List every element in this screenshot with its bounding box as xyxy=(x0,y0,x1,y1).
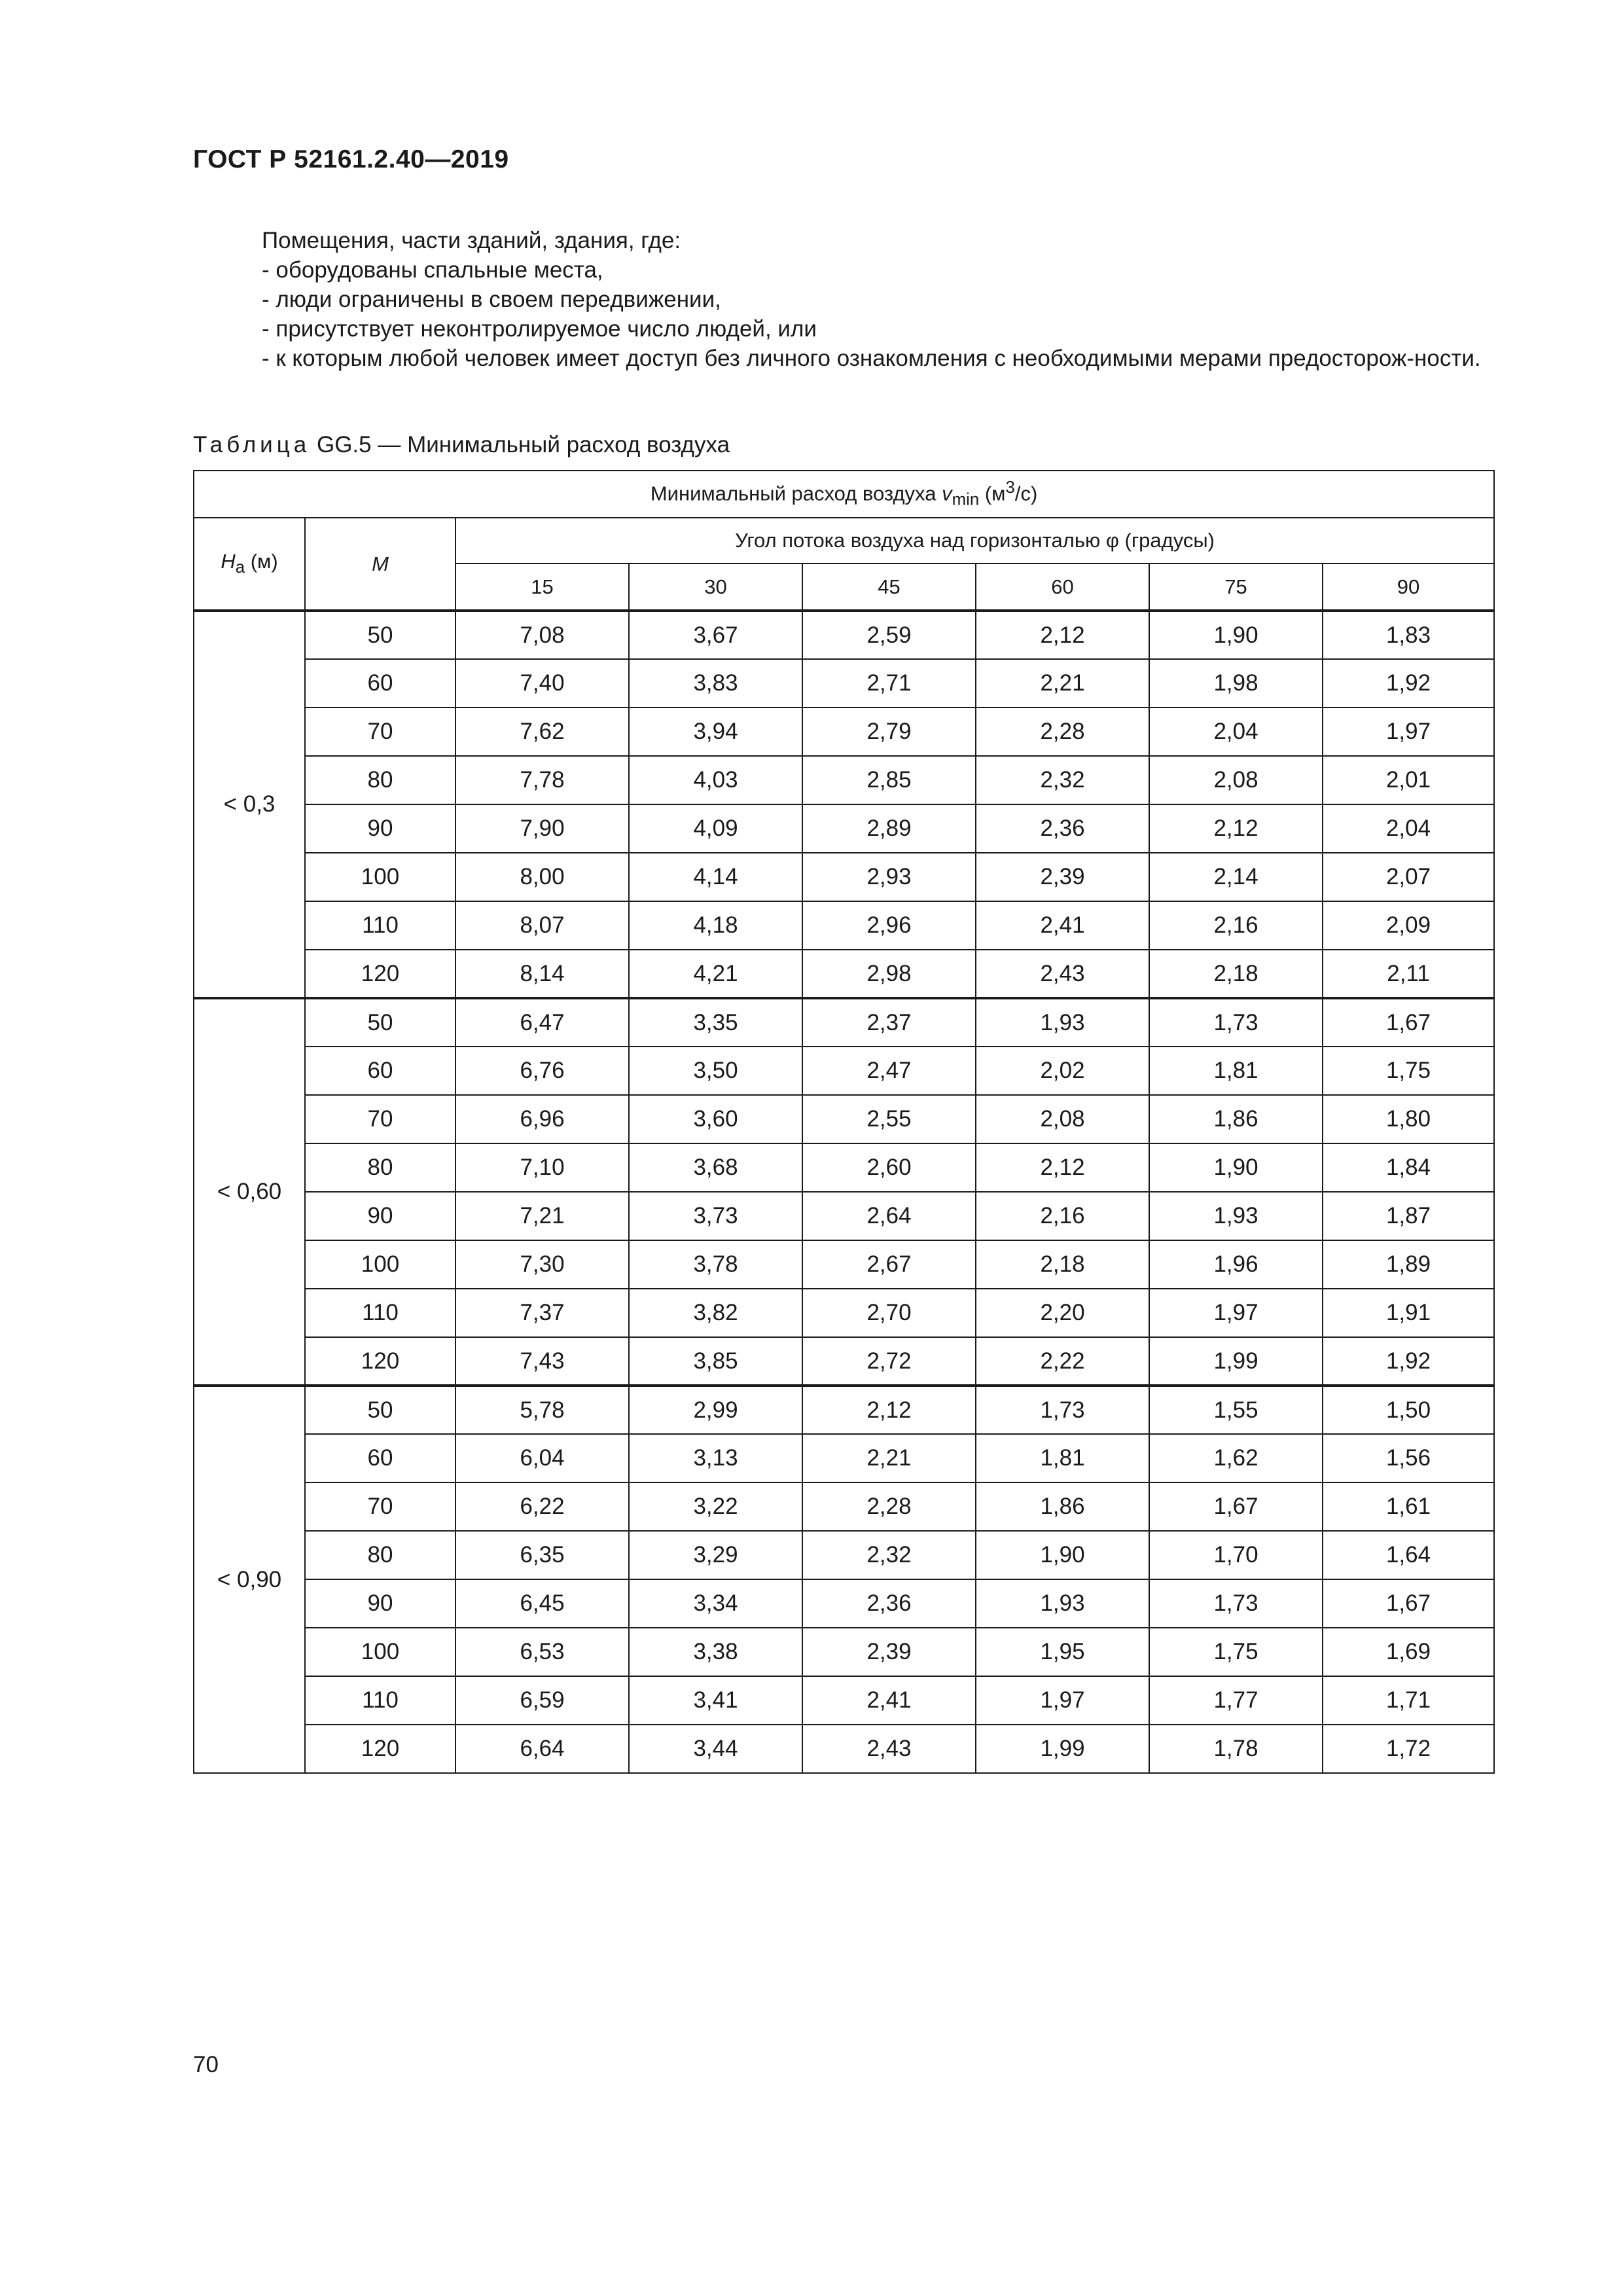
value-cell: 1,73 xyxy=(976,1386,1149,1434)
value-cell: 7,08 xyxy=(455,611,629,659)
table-row xyxy=(194,708,1494,756)
value-cell: 1,93 xyxy=(976,998,1149,1047)
value-cell: 1,99 xyxy=(1149,1337,1323,1386)
value-cell: 2,08 xyxy=(1149,756,1323,804)
value-cell: 1,95 xyxy=(976,1628,1149,1676)
value-cell: 2,12 xyxy=(976,1143,1149,1192)
table-caption xyxy=(193,432,730,458)
m-cell: 120 xyxy=(305,1337,455,1386)
value-cell: 7,37 xyxy=(455,1289,629,1337)
value-cell: 1,92 xyxy=(1323,659,1494,708)
value-cell: 1,93 xyxy=(1149,1192,1323,1240)
value-cell: 4,03 xyxy=(629,756,802,804)
value-cell: 6,64 xyxy=(455,1725,629,1773)
value-cell: 7,40 xyxy=(455,659,629,708)
value-cell: 1,56 xyxy=(1323,1434,1494,1482)
intro-text xyxy=(193,226,1495,373)
value-cell: 1,87 xyxy=(1323,1192,1494,1240)
ha-unit: (м) xyxy=(250,550,278,573)
value-cell: 8,07 xyxy=(455,901,629,950)
value-cell: 1,70 xyxy=(1149,1531,1323,1579)
value-cell: 7,30 xyxy=(455,1240,629,1289)
value-cell: 2,41 xyxy=(802,1676,976,1725)
intro-item: - присутствует неконтролируемое число людей, или xyxy=(262,316,817,342)
value-cell: 3,73 xyxy=(629,1192,802,1240)
value-cell: 1,93 xyxy=(976,1579,1149,1628)
m-cell: 90 xyxy=(305,1579,455,1628)
value-cell: 2,14 xyxy=(1149,853,1323,901)
angle-header: Угол потока воздуха над горизонталью φ (градусы) xyxy=(455,518,1494,564)
value-cell: 2,07 xyxy=(1323,853,1494,901)
table-row xyxy=(194,756,1494,804)
m-cell: 70 xyxy=(305,708,455,756)
value-cell: 3,13 xyxy=(629,1434,802,1482)
angle-30: 30 xyxy=(629,564,802,611)
value-cell: 1,90 xyxy=(1149,1143,1323,1192)
value-cell: 2,59 xyxy=(802,611,976,659)
value-cell: 1,78 xyxy=(1149,1725,1323,1773)
value-cell: 2,21 xyxy=(802,1434,976,1482)
table-row xyxy=(194,1143,1494,1192)
value-cell: 1,67 xyxy=(1149,1482,1323,1531)
value-cell: 1,80 xyxy=(1323,1095,1494,1143)
table-row xyxy=(194,1676,1494,1725)
table-row xyxy=(194,1482,1494,1531)
value-cell: 1,67 xyxy=(1323,998,1494,1047)
value-cell: 1,67 xyxy=(1323,1579,1494,1628)
value-cell: 1,89 xyxy=(1323,1240,1494,1289)
value-cell: 7,43 xyxy=(455,1337,629,1386)
value-cell: 2,85 xyxy=(802,756,976,804)
ha-header xyxy=(194,518,305,611)
ha-group-cell: < 0,90 xyxy=(194,1386,305,1773)
value-cell: 2,36 xyxy=(976,804,1149,853)
value-cell: 2,96 xyxy=(802,901,976,950)
m-cell: 80 xyxy=(305,1143,455,1192)
value-cell: 2,43 xyxy=(976,950,1149,998)
value-cell: 2,39 xyxy=(802,1628,976,1676)
m-cell: 120 xyxy=(305,1725,455,1773)
value-cell: 2,67 xyxy=(802,1240,976,1289)
value-cell: 1,86 xyxy=(1149,1095,1323,1143)
m-cell: 60 xyxy=(305,1047,455,1095)
value-cell: 2,79 xyxy=(802,708,976,756)
page-number: 70 xyxy=(193,2052,219,2077)
table-row xyxy=(194,1531,1494,1579)
table-row xyxy=(194,1095,1494,1143)
value-cell: 2,08 xyxy=(976,1095,1149,1143)
air-flow-table xyxy=(193,470,1495,1774)
value-cell: 4,14 xyxy=(629,853,802,901)
value-cell: 1,73 xyxy=(1149,998,1323,1047)
m-cell: 60 xyxy=(305,1434,455,1482)
m-cell: 110 xyxy=(305,1676,455,1725)
value-cell: 6,04 xyxy=(455,1434,629,1482)
value-cell: 1,91 xyxy=(1323,1289,1494,1337)
value-cell: 3,22 xyxy=(629,1482,802,1531)
v-subscript: min xyxy=(952,490,980,509)
value-cell: 1,71 xyxy=(1323,1676,1494,1725)
value-cell: 2,60 xyxy=(802,1143,976,1192)
m-cell: 70 xyxy=(305,1482,455,1531)
value-cell: 1,72 xyxy=(1323,1725,1494,1773)
table-row xyxy=(194,1434,1494,1482)
value-cell: 1,83 xyxy=(1323,611,1494,659)
value-cell: 1,86 xyxy=(976,1482,1149,1531)
value-cell: 2,02 xyxy=(976,1047,1149,1095)
value-cell: 3,67 xyxy=(629,611,802,659)
table-row xyxy=(194,1386,1494,1434)
value-cell: 4,18 xyxy=(629,901,802,950)
value-cell: 1,90 xyxy=(976,1531,1149,1579)
value-cell: 2,37 xyxy=(802,998,976,1047)
value-cell: 7,90 xyxy=(455,804,629,853)
value-cell: 1,75 xyxy=(1149,1628,1323,1676)
value-cell: 3,60 xyxy=(629,1095,802,1143)
m-header: M xyxy=(305,518,455,611)
value-cell: 5,78 xyxy=(455,1386,629,1434)
value-cell: 3,85 xyxy=(629,1337,802,1386)
value-cell: 1,61 xyxy=(1323,1482,1494,1531)
unit-superscript: 3 xyxy=(1005,478,1015,497)
value-cell: 2,32 xyxy=(976,756,1149,804)
value-cell: 3,34 xyxy=(629,1579,802,1628)
value-cell: 1,84 xyxy=(1323,1143,1494,1192)
caption-number: GG.5 xyxy=(316,432,372,457)
value-cell: 2,28 xyxy=(976,708,1149,756)
value-cell: 1,99 xyxy=(976,1725,1149,1773)
value-cell: 2,70 xyxy=(802,1289,976,1337)
angle-75: 75 xyxy=(1149,564,1323,611)
value-cell: 4,09 xyxy=(629,804,802,853)
value-cell: 1,90 xyxy=(1149,611,1323,659)
value-cell: 2,36 xyxy=(802,1579,976,1628)
m-cell: 110 xyxy=(305,901,455,950)
value-cell: 2,89 xyxy=(802,804,976,853)
value-cell: 2,28 xyxy=(802,1482,976,1531)
value-cell: 6,96 xyxy=(455,1095,629,1143)
ha-group-cell: < 0,3 xyxy=(194,611,305,998)
value-cell: 3,35 xyxy=(629,998,802,1047)
value-cell: 2,72 xyxy=(802,1337,976,1386)
value-cell: 2,99 xyxy=(629,1386,802,1434)
m-cell: 60 xyxy=(305,659,455,708)
m-cell: 100 xyxy=(305,853,455,901)
value-cell: 6,22 xyxy=(455,1482,629,1531)
table-row xyxy=(194,1579,1494,1628)
table-row xyxy=(194,804,1494,853)
value-cell: 8,00 xyxy=(455,853,629,901)
m-cell: 50 xyxy=(305,611,455,659)
value-cell: 6,53 xyxy=(455,1628,629,1676)
table-row xyxy=(194,1725,1494,1773)
value-cell: 2,11 xyxy=(1323,950,1494,998)
m-cell: 100 xyxy=(305,1628,455,1676)
unit-close: /с) xyxy=(1014,482,1038,505)
table-row xyxy=(194,659,1494,708)
value-cell: 7,78 xyxy=(455,756,629,804)
value-cell: 2,01 xyxy=(1323,756,1494,804)
value-cell: 2,18 xyxy=(976,1240,1149,1289)
value-cell: 3,50 xyxy=(629,1047,802,1095)
table-row xyxy=(194,1240,1494,1289)
value-cell: 1,98 xyxy=(1149,659,1323,708)
value-cell: 2,22 xyxy=(976,1337,1149,1386)
table-row xyxy=(194,1192,1494,1240)
angle-15: 15 xyxy=(455,564,629,611)
table-row xyxy=(194,1628,1494,1676)
value-cell: 1,96 xyxy=(1149,1240,1323,1289)
value-cell: 8,14 xyxy=(455,950,629,998)
value-cell: 2,41 xyxy=(976,901,1149,950)
m-cell: 80 xyxy=(305,1531,455,1579)
intro-item: - люди ограничены в своем передвижении, xyxy=(262,287,721,312)
m-cell: 70 xyxy=(305,1095,455,1143)
angle-90: 90 xyxy=(1323,564,1494,611)
value-cell: 1,81 xyxy=(976,1434,1149,1482)
value-cell: 2,47 xyxy=(802,1047,976,1095)
value-cell: 1,92 xyxy=(1323,1337,1494,1386)
value-cell: 2,04 xyxy=(1149,708,1323,756)
intro-last-item: - к которым любой человек имеет доступ без личного ознакомления с необходимыми мерами предосторож-ности. xyxy=(262,346,1481,371)
m-cell: 110 xyxy=(305,1289,455,1337)
value-cell: 2,64 xyxy=(802,1192,976,1240)
caption-dash: — xyxy=(378,432,401,457)
value-cell: 2,39 xyxy=(976,853,1149,901)
value-cell: 2,43 xyxy=(802,1725,976,1773)
m-cell: 50 xyxy=(305,1386,455,1434)
value-cell: 2,12 xyxy=(802,1386,976,1434)
value-cell: 3,94 xyxy=(629,708,802,756)
value-cell: 7,10 xyxy=(455,1143,629,1192)
ha-group-cell: < 0,60 xyxy=(194,998,305,1386)
value-cell: 3,29 xyxy=(629,1531,802,1579)
value-cell: 2,55 xyxy=(802,1095,976,1143)
table-title-prefix: Минимальный расход воздуха xyxy=(650,482,936,505)
value-cell: 6,47 xyxy=(455,998,629,1047)
m-cell: 80 xyxy=(305,756,455,804)
unit-open: (м xyxy=(984,482,1006,505)
table-row xyxy=(194,901,1494,950)
value-cell: 1,81 xyxy=(1149,1047,1323,1095)
value-cell: 2,98 xyxy=(802,950,976,998)
intro-first-line: Помещения, части зданий, здания, где: xyxy=(262,228,681,253)
value-cell: 1,55 xyxy=(1149,1386,1323,1434)
value-cell: 7,21 xyxy=(455,1192,629,1240)
value-cell: 1,97 xyxy=(1149,1289,1323,1337)
value-cell: 2,18 xyxy=(1149,950,1323,998)
value-cell: 6,35 xyxy=(455,1531,629,1579)
caption-label: Таблица xyxy=(193,432,311,457)
value-cell: 6,59 xyxy=(455,1676,629,1725)
value-cell: 1,62 xyxy=(1149,1434,1323,1482)
value-cell: 3,44 xyxy=(629,1725,802,1773)
value-cell: 2,71 xyxy=(802,659,976,708)
value-cell: 3,83 xyxy=(629,659,802,708)
table-row xyxy=(194,1337,1494,1386)
value-cell: 2,09 xyxy=(1323,901,1494,950)
table-body xyxy=(194,611,1494,1773)
value-cell: 4,21 xyxy=(629,950,802,998)
table-row xyxy=(194,950,1494,998)
value-cell: 2,12 xyxy=(1149,804,1323,853)
value-cell: 1,97 xyxy=(976,1676,1149,1725)
value-cell: 3,82 xyxy=(629,1289,802,1337)
value-cell: 2,32 xyxy=(802,1531,976,1579)
table-row xyxy=(194,611,1494,659)
angle-45: 45 xyxy=(802,564,976,611)
value-cell: 2,20 xyxy=(976,1289,1149,1337)
value-cell: 1,73 xyxy=(1149,1579,1323,1628)
value-cell: 1,69 xyxy=(1323,1628,1494,1676)
m-cell: 90 xyxy=(305,804,455,853)
table-title-cell xyxy=(194,471,1494,518)
value-cell: 3,41 xyxy=(629,1676,802,1725)
ha-subscript: a xyxy=(235,558,245,577)
m-cell: 50 xyxy=(305,998,455,1047)
value-cell: 3,38 xyxy=(629,1628,802,1676)
table-row xyxy=(194,1289,1494,1337)
caption-title: Минимальный расход воздуха xyxy=(407,432,730,457)
value-cell: 2,21 xyxy=(976,659,1149,708)
value-cell: 6,45 xyxy=(455,1579,629,1628)
value-cell: 2,04 xyxy=(1323,804,1494,853)
document-header: ГОСТ Р 52161.2.40—2019 xyxy=(193,145,509,173)
table-row xyxy=(194,1047,1494,1095)
value-cell: 1,77 xyxy=(1149,1676,1323,1725)
angle-60: 60 xyxy=(976,564,1149,611)
value-cell: 1,50 xyxy=(1323,1386,1494,1434)
value-cell: 1,64 xyxy=(1323,1531,1494,1579)
m-cell: 90 xyxy=(305,1192,455,1240)
value-cell: 2,12 xyxy=(976,611,1149,659)
intro-item: - оборудованы спальные места, xyxy=(262,257,603,283)
m-cell: 100 xyxy=(305,1240,455,1289)
value-cell: 6,76 xyxy=(455,1047,629,1095)
value-cell: 3,68 xyxy=(629,1143,802,1192)
table-row xyxy=(194,998,1494,1047)
table-row xyxy=(194,853,1494,901)
value-cell: 2,16 xyxy=(976,1192,1149,1240)
value-cell: 2,16 xyxy=(1149,901,1323,950)
value-cell: 2,93 xyxy=(802,853,976,901)
value-cell: 1,97 xyxy=(1323,708,1494,756)
value-cell: 7,62 xyxy=(455,708,629,756)
m-cell: 120 xyxy=(305,950,455,998)
ha-symbol: H xyxy=(221,550,236,573)
v-symbol: v xyxy=(942,482,952,505)
value-cell: 3,78 xyxy=(629,1240,802,1289)
value-cell: 1,75 xyxy=(1323,1047,1494,1095)
